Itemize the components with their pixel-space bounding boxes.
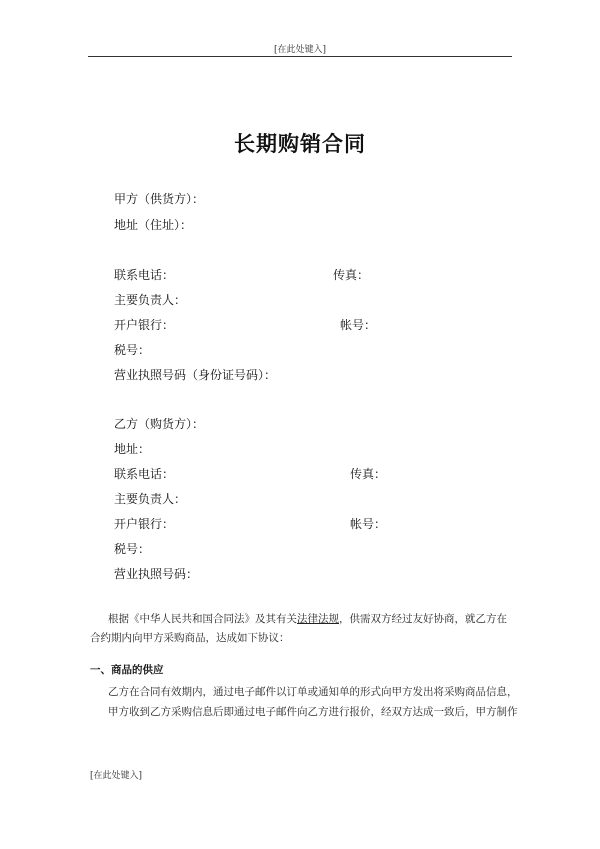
- section-1-heading: 一、商品的供应: [90, 664, 164, 676]
- party-b-fax-label: 传真：: [350, 467, 387, 481]
- contract-title: 长期购销合同: [234, 131, 366, 156]
- party-b-tax-label: 税号：: [114, 542, 151, 556]
- preamble-line-1: [108, 611, 507, 626]
- party-a-fax-label: 传真：: [333, 268, 370, 282]
- party-a-license-label: 营业执照号码（身份证号码）：: [114, 368, 277, 382]
- party-b-address-label: 地址：: [114, 442, 151, 456]
- section-1-line-2: 甲方收到乙方采购信息后即通过电子邮件向乙方进行报价，经双方达成一致后，甲方制作: [108, 706, 518, 718]
- section-1-line-1: 乙方在合同有效期内，通过电子邮件以订单或通知单的形式向甲方发出将采购商品信息，: [108, 686, 518, 698]
- party-b-license-label: 营业执照号码：: [114, 567, 199, 581]
- party-a-name-label: 甲方（供货方）：: [114, 192, 205, 206]
- party-b-name-label: 乙方（购货方）：: [114, 417, 205, 431]
- party-b-bank-label: 开户银行：: [114, 517, 175, 531]
- party-a-principal-label: 主要负责人：: [114, 293, 187, 307]
- party-b-account-label: 帐号：: [350, 517, 387, 531]
- header-placeholder[interactable]: [在此处键入]: [273, 45, 327, 55]
- party-a-bank-label: 开户银行：: [114, 318, 175, 332]
- laws-link[interactable]: 法律法规: [297, 613, 339, 625]
- party-a-tax-label: 税号：: [114, 343, 151, 357]
- party-b-principal-label: 主要负责人：: [114, 492, 187, 506]
- preamble-text-1: 根据《中华人民共和国合同法》及其有关: [108, 613, 297, 625]
- party-a-phone-label: 联系电话：: [114, 268, 175, 282]
- header-rule: [88, 56, 512, 57]
- party-b-phone-label: 联系电话：: [114, 467, 175, 481]
- footer-placeholder[interactable]: [在此处键入]: [90, 771, 143, 781]
- preamble-text-2: ，供需双方经过友好协商，就乙方在: [339, 613, 507, 625]
- party-a-account-label: 帐号：: [340, 318, 377, 332]
- preamble-line-2: 合约期内向甲方采购商品，达成如下协议：: [90, 632, 290, 644]
- party-a-address-label: 地址（住址）：: [114, 218, 193, 232]
